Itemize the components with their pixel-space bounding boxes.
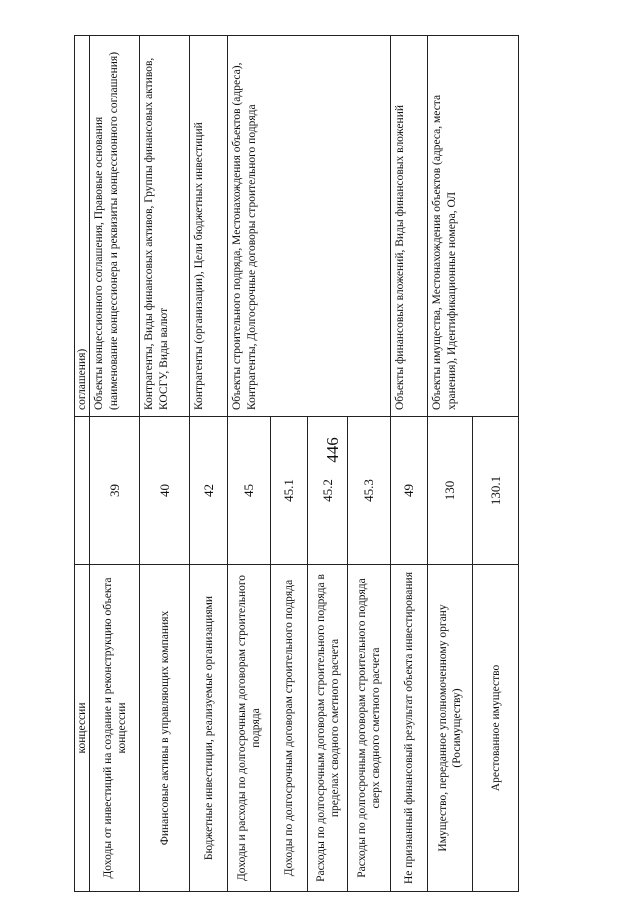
account-name-cell: Доходы и расходы по долгосрочным договорам строительного подряда — [228, 565, 271, 892]
account-name-cell: Доходы от инвестиций на создание и реконструкцию объекта концессии — [90, 565, 140, 892]
accounts-table — [74, 35, 519, 892]
account-code-cell: 130.1 — [473, 417, 519, 565]
analytics-cell: Контрагенты, Виды финансовых активов, Группы финансовых активов, КОСГУ, Виды валют — [140, 36, 190, 417]
analytics-cell: Объекты строительного подряда, Местонахождения объектов (адреса), Контрагенты, Долгосрочные договоры строительного подряда — [228, 36, 391, 417]
account-code-cell: 45.3 — [348, 417, 391, 565]
table-row — [90, 36, 140, 892]
analytics-cell: Контрагенты (организации), Цели бюджетных инвестиций — [190, 36, 228, 417]
account-code-cell — [75, 417, 90, 565]
account-name-cell: Финансовые активы в управляющих компаниях — [140, 565, 190, 892]
account-name-cell: Доходы по долгосрочным договорам строительного подряда — [271, 565, 308, 892]
analytics-cell: Объекты финансовых вложений, Виды финансовых вложений — [391, 36, 428, 417]
page-number: 446 — [323, 437, 342, 463]
table-row — [428, 36, 473, 892]
table-row — [190, 36, 228, 892]
table-row — [391, 36, 428, 892]
account-code-cell: 45.1 — [271, 417, 308, 565]
analytics-cell: Объекты концессионного соглашения, Правовые основания (наименование концессионера и реквизиты концессионного соглашения) — [90, 36, 140, 417]
account-code-cell: 39 — [90, 417, 140, 565]
table-row-continuation — [75, 36, 90, 892]
rotated-table-container — [74, 36, 546, 892]
analytics-cell: соглашения) — [75, 36, 90, 417]
account-code-cell: 42 — [190, 417, 228, 565]
account-code-cell: 45 — [228, 417, 271, 565]
account-name-cell: Расходы по долгосрочным договорам строительного подряда сверх сводного сметного расчета — [348, 565, 391, 892]
account-name-cell: концессии — [75, 565, 90, 892]
account-code-cell: 40 — [140, 417, 190, 565]
table-row — [228, 36, 271, 892]
account-name-cell: Расходы по долгосрочным договорам строительного подряда в пределах сводного сметного расчета — [308, 565, 348, 892]
account-name-cell: Арестованное имущество — [473, 565, 519, 892]
account-code-cell: 130 — [428, 417, 473, 565]
account-name-cell: Бюджетные инвестиции, реализуемые организациями — [190, 565, 228, 892]
table-row — [140, 36, 190, 892]
account-name-cell: Имущество, переданное уполномоченному органу (Росимуществу) — [428, 565, 473, 892]
analytics-cell: Объекты имущества, Местонахождения объектов (адреса, места хранения), Идентификационные номера, ОЛ — [428, 36, 519, 417]
account-code-cell: 45.2 — [308, 417, 348, 565]
account-name-cell: Не признанный финансовый результат объекта инвестирования — [391, 565, 428, 892]
account-code-cell: 49 — [391, 417, 428, 565]
